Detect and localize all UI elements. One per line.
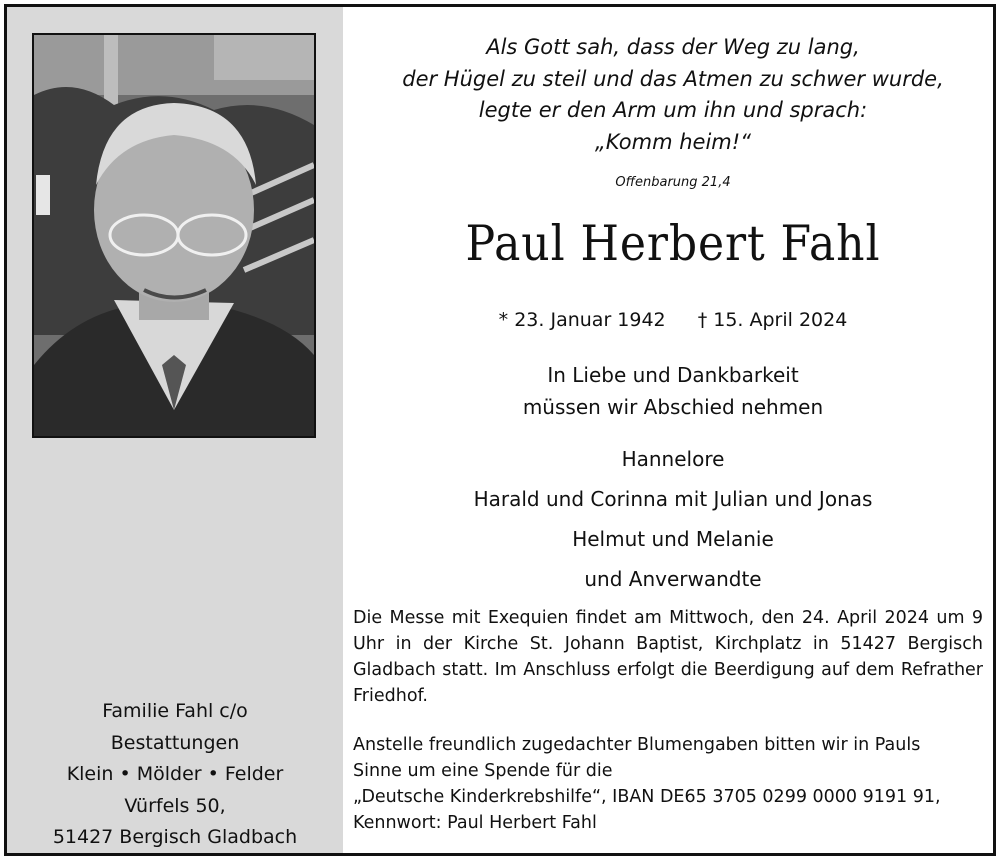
bible-quote [343,32,996,158]
donation-line: Sinne um eine Spende für die [353,761,613,781]
quote-line: legte er den Arm um ihn und sprach: [478,98,868,122]
mourner-entry: Helmut und Melanie [572,527,774,551]
portrait-illustration [34,35,314,436]
donation-line: „Deutsche Kinderkrebshilfe“, IBAN DE65 3705 0299 0000 9191 91, [353,787,941,807]
right-panel [343,7,993,853]
mourners-list [343,439,996,599]
mourner-entry: Harald und Corinna mit Julian und Jonas [473,487,873,511]
birth-date: * 23. Januar 1942 [498,309,666,331]
funeral-home-line: Klein • Mölder • Felder [66,763,284,785]
portrait-photo [32,33,316,438]
donation-line: Anstelle freundlich zugedachter Blumengaben bitten wir in Pauls [353,735,921,755]
funeral-home-line: Familie Fahl c/o [102,700,248,722]
deceased-name: Paul Herbert Fahl [465,215,881,272]
obituary-card [4,4,996,856]
life-dates [343,309,996,331]
mass-notice: Die Messe mit Exequien findet am Mittwoch, den 24. April 2024 um 9 Uhr in der Kirche St. Johann Baptist, Kirchplatz in 51427 Bergisch Gladbach statt. Im Anschluss erfolgt die Beerdigung auf dem Refrather Friedhof. [353,608,983,706]
funeral-home-address [7,696,343,854]
quote-source: Offenbarung 21,4 [615,175,731,190]
mourner-entry: Hannelore [621,447,725,471]
funeral-home-line: Bestattungen [110,731,240,754]
farewell-line: In Liebe und Dankbarkeit [547,363,799,387]
mourner-entry: und Anverwandte [584,567,762,591]
funeral-home-line: Vürfels 50, [124,794,226,817]
donation-notice [353,732,983,836]
left-panel [7,7,343,853]
farewell-line: müssen wir Abschied nehmen [522,395,824,419]
quote-line: „Komm heim!“ [594,129,752,154]
quote-line: Als Gott sah, dass der Weg zu lang, [486,35,860,59]
quote-line: der Hügel zu steil und das Atmen zu schwer wurde, [402,66,944,91]
death-date: † 15. April 2024 [697,309,848,331]
funeral-home-line: 51427 Bergisch Gladbach [52,826,298,848]
donation-line: Kennwort: Paul Herbert Fahl [353,813,597,833]
farewell-text [343,359,996,423]
